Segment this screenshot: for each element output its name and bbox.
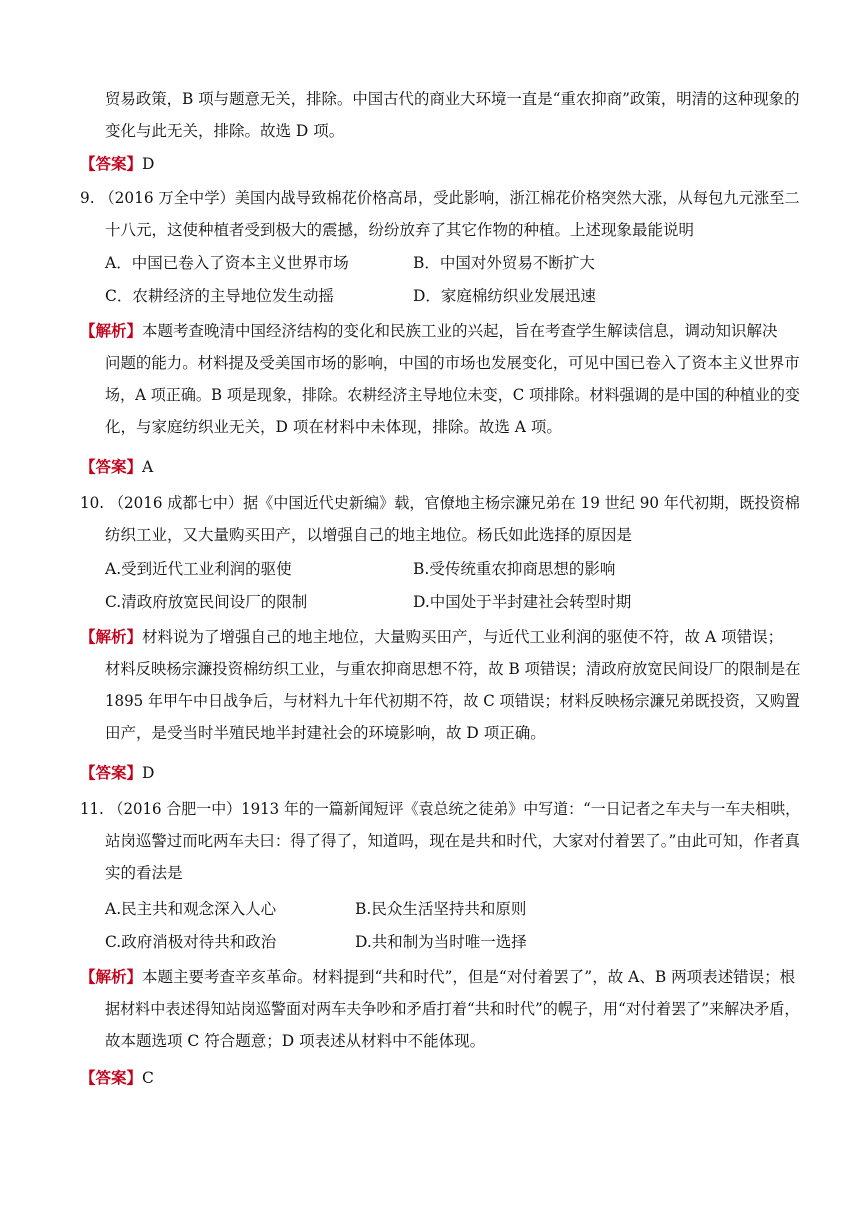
option-a: A．中国已卷入了资本主义世界市场 xyxy=(105,254,349,272)
answer-value: A xyxy=(142,458,154,476)
analysis-line xyxy=(80,966,796,988)
question-stem: 十八元，这使种植者受到极大的震撼，纷纷放弃了其它作物的种植。上述现象最能说明 xyxy=(105,221,695,239)
answer-value: D xyxy=(142,764,155,782)
analysis-text: 本题主要考查辛亥革命。材料提到“共和时代”，但是“对付着罢了”，故 A、B 两项表述错误；根 xyxy=(142,968,796,986)
question-stem: 10. （2016 成都七中）据《中国近代史新编》载，官僚地主杨宗濂兄弟在 19 世纪 90 年代初期，既投资棉 xyxy=(80,494,800,512)
analysis-text: 材料说为了增强自己的地主地位，大量购买田产，与近代工业利润的驱使不符，故 A 项错误； xyxy=(142,628,784,646)
answer-tag: 【答案】 xyxy=(80,1068,143,1087)
option-b: B．中国对外贸易不断扩大 xyxy=(413,254,595,272)
option-b: B.民众生活坚持共和原则 xyxy=(355,900,527,918)
option-d: D.中国处于半封建社会转型时期 xyxy=(413,593,632,611)
answer-value: C xyxy=(142,1069,154,1087)
option-a: A.民主共和观念深入人心 xyxy=(105,900,277,918)
question-stem: 站岗巡警过而叱两车夫曰：得了得了，知道吗，现在是共和时代，大家对付着罢了。”由此可知，作者真 xyxy=(105,832,800,850)
analysis-tag: 【解析】 xyxy=(80,627,143,646)
question-stem: 纺织工业，又大量购买田产，以增强自己的地主地位。杨氏如此选择的原因是 xyxy=(105,526,633,544)
analysis-tag: 【解析】 xyxy=(80,967,143,986)
answer-line xyxy=(80,762,770,784)
option-b: B.受传统重农抑商思想的影响 xyxy=(413,560,616,578)
question-stem: 实的看法是 xyxy=(105,864,183,882)
analysis-text: 问题的能力。材料提及受美国市场的影响，中国的市场也发展变化，可见中国已卷入了资本主义世界市 xyxy=(105,354,800,372)
analysis-text: 材料反映杨宗濂投资棉纺织工业，与重农抑商思想不符，故 B 项错误；清政府放宽民间设厂的限制是在 xyxy=(105,660,801,678)
analysis-text: 1895 年甲午中日战争后，与材料九十年代初期不符，故 C 项错误；材料反映杨宗濂兄弟既投资，又购置 xyxy=(105,692,800,710)
analysis-text: 田产，是受当时半殖民地半封建社会的环境影响，故 D 项正确。 xyxy=(105,724,546,742)
analysis-text: 场，A 项正确。B 项是现象，排除。农耕经济主导地位未变，C 项排除。材料强调的是中国的种植业的变 xyxy=(105,386,800,404)
analysis-tag: 【解析】 xyxy=(80,321,143,340)
text-line: 贸易政策，B 项与题意无关，排除。中国古代的商业大环境一直是“重农抑商”政策，明清的这种现象的 xyxy=(105,90,800,108)
option-d: D.共和制为当时唯一选择 xyxy=(355,933,527,951)
question-stem: 11. （2016 合肥一中）1913 年的一篇新闻短评《袁总统之徒弟》中写道：“一日记者之车夫与一车夫相哄， xyxy=(80,800,801,818)
option-c: C．农耕经济的主导地位发生动摇 xyxy=(105,287,334,305)
question-stem: 9. （2016 万全中学）美国内战导致棉花价格高昂，受此影响，浙江棉花价格突然大涨，从每包九元涨至二 xyxy=(80,189,800,207)
option-c: C.清政府放宽民间设厂的限制 xyxy=(105,593,308,611)
analysis-text: 据材料中表述得知站岗巡警面对两车夫争吵和矛盾打着“共和时代”的幌子，用“对付着罢了”来解决矛盾， xyxy=(105,1000,800,1018)
answer-line xyxy=(80,153,770,175)
option-d: D．家庭棉纺织业发展迅速 xyxy=(413,287,596,305)
answer-tag: 【答案】 xyxy=(80,457,143,476)
analysis-text: 化，与家庭纺织业无关，D 项在材料中未体现，排除。故选 A 项。 xyxy=(105,418,562,436)
analysis-line xyxy=(80,320,778,342)
text-line: 变化与此无关，排除。故选 D 项。 xyxy=(105,122,345,140)
option-c: C.政府消极对待共和政治 xyxy=(105,933,277,951)
answer-tag: 【答案】 xyxy=(80,763,143,782)
answer-line xyxy=(80,456,770,478)
analysis-text: 故本题选项 C 符合题意；D 项表述从材料中不能体现。 xyxy=(105,1032,486,1050)
answer-tag: 【答案】 xyxy=(80,154,143,173)
answer-line xyxy=(80,1067,770,1089)
analysis-text: 本题考查晚清中国经济结构的变化和民族工业的兴起，旨在考查学生解读信息，调动知识解决 xyxy=(142,322,778,340)
option-a: A.受到近代工业利润的驱使 xyxy=(105,560,292,578)
answer-value: D xyxy=(142,155,155,173)
analysis-line xyxy=(80,626,784,648)
